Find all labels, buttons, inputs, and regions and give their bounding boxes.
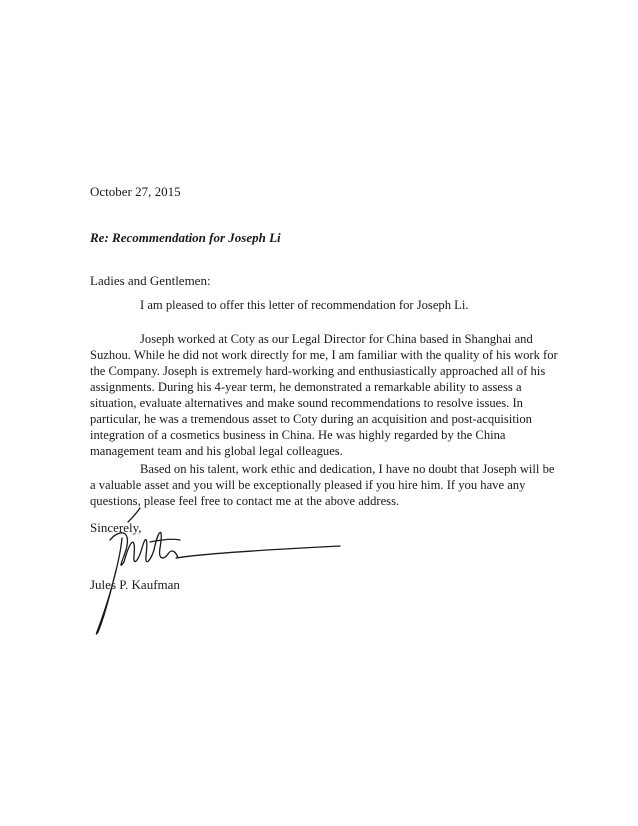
paragraph-intro: I am pleased to offer this letter of recommendation for Joseph Li. <box>140 298 469 312</box>
paragraph-conclusion: Based on his talent, work ethic and dedication, I have no doubt that Joseph will be a valuable asset and you will be exceptionally pleased if you hire him. If you have any questions, please feel free to contact me at the above address. <box>90 462 555 508</box>
paragraph-body: Joseph worked at Coty as our Legal Director for China based in Shanghai and Suzhou. While he did not work directly for me, I am familiar with the quality of his work for the Company. Joseph is extremely hard-working and enthusiastically approached all of his assignments. During his 4-year term, he demonstrated a remarkable ability to assess a situation, evaluate alternatives and make sound recommendations to resolve issues. In particular, he was a tremendous asset to Coty during an acquisition and post-acquisition integration of a cosmetics business in China. He was highly regarded by the China management team and his global legal colleagues. <box>90 332 558 458</box>
letter-date: October 27, 2015 <box>90 184 181 199</box>
letter-salutation: Ladies and Gentlemen: <box>90 273 211 288</box>
handwritten-signature <box>80 500 360 640</box>
letter-closing: Sincerely, <box>90 520 142 535</box>
letter-subject: Re: Recommendation for Joseph Li <box>90 230 281 245</box>
signer-name: Jules P. Kaufman <box>90 577 180 592</box>
